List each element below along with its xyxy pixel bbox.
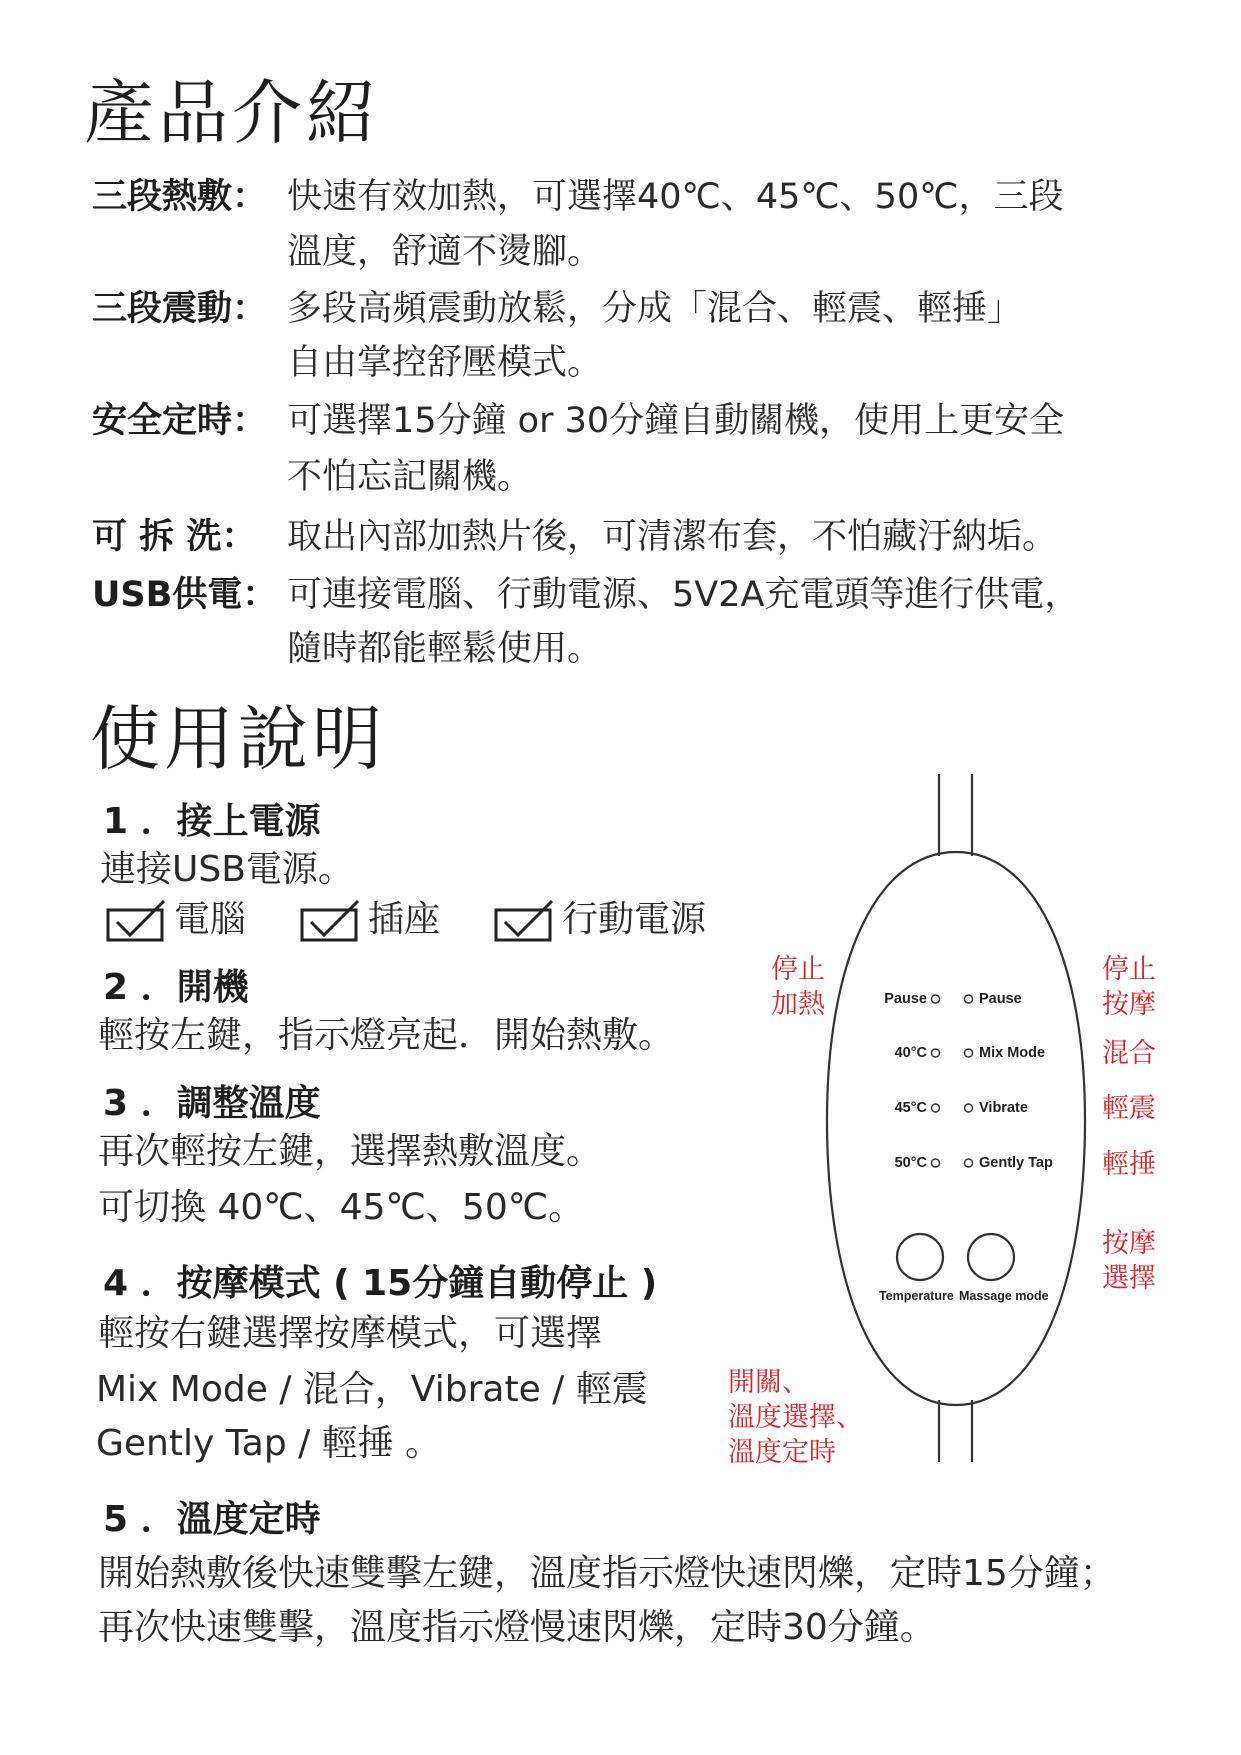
feature-text-timer-2: 不怕忘記關機。 (287, 457, 533, 497)
annotation-stop-massage: 停止 按摩 (1102, 954, 1156, 1020)
device-label-temperature: Temperature (879, 1289, 954, 1303)
step2-title: 2 ．開機 (103, 967, 249, 1008)
annotation-massage-select: 按摩 選擇 (1102, 1228, 1156, 1294)
indicator-pause-right (965, 995, 973, 1003)
step4-title: 4 ．按摩模式 ( 15分鐘自動停止 ) (103, 1263, 658, 1304)
device-label-massage-mode: Massage mode (959, 1289, 1049, 1303)
indicator-pause-left (932, 995, 940, 1003)
temperature-button (897, 1234, 943, 1280)
annotation-vibrate: 輕震 (1102, 1093, 1156, 1124)
feature-text-heat-2: 溫度，舒適不燙腳。 (287, 232, 603, 272)
step3-title: 3 ．調整溫度 (103, 1083, 321, 1124)
device-label-50c: 50°C (894, 1155, 927, 1171)
step1-text: 連接USB電源。 (100, 849, 354, 890)
step1-title: 1 ．接上電源 (103, 801, 321, 842)
indicator-45-left (932, 1104, 940, 1112)
feature-text-usb-2: 隨時都能輕鬆使用。 (287, 629, 603, 669)
device-label-40c: 40°C (894, 1045, 927, 1061)
step3-text-1: 再次輕按左鍵，選擇熱敷溫度。 (98, 1131, 603, 1172)
annotation-tap: 輕捶 (1102, 1149, 1156, 1180)
device-label-45c: 45°C (894, 1100, 927, 1116)
check-label-powerbank: 行動電源 (562, 899, 707, 940)
step5-title: 5 ．溫度定時 (103, 1499, 321, 1540)
controller-body (827, 852, 1085, 1405)
feature-text-heat-1: 快速有效加熱，可選擇40℃、45℃、50℃，三段 (287, 177, 1064, 217)
feature-label-washable: 可 拆 洗： (92, 517, 257, 557)
step2-text: 輕按左鍵，指示燈亮起．開始熱敷。 (98, 1015, 675, 1056)
annotation-stop-heat: 停止 加熱 (771, 954, 825, 1020)
feature-text-washable-1: 取出內部加熱片後，可清潔布套，不怕藏汙納垢。 (287, 517, 1058, 557)
device-label-pause-left: Pause (884, 991, 927, 1007)
annotation-switch: 開關、 溫度選擇、 溫度定時 (728, 1367, 863, 1468)
indicator-50-left (932, 1159, 940, 1167)
feature-text-vibration-1: 多段高頻震動放鬆，分成「混合、輕震、輕捶」 (287, 289, 1023, 329)
step5-text-2: 再次快速雙擊，溫度指示燈慢速閃爍，定時30分鐘。 (98, 1607, 936, 1648)
device-label-mix-mode: Mix Mode (979, 1045, 1046, 1061)
step4-text-2: Mix Mode / 混合，Vibrate / 輕震 (96, 1369, 648, 1410)
massage-mode-button (968, 1234, 1014, 1280)
device-label-vibrate: Vibrate (979, 1100, 1028, 1116)
device-label-gently-tap: Gently Tap (979, 1155, 1053, 1171)
feature-text-usb-1: 可連接電腦、行動電源、5V2A充電頭等進行供電， (287, 575, 1080, 615)
step4-text-3: Gently Tap / 輕捶 。 (96, 1423, 442, 1464)
indicator-tap-right (965, 1159, 973, 1167)
feature-label-heat: 三段熱敷： (92, 177, 268, 217)
feature-label-timer: 安全定時： (92, 401, 268, 441)
feature-label-vibration: 三段震動： (92, 289, 268, 329)
step3-text-2: 可切換 40℃、45℃、50℃。 (98, 1187, 585, 1228)
check-label-socket: 插座 (368, 899, 441, 940)
product-heading: 產品介紹 (84, 72, 380, 154)
feature-text-vibration-2: 自由掌控舒壓模式。 (287, 343, 603, 383)
device-label-pause-right: Pause (979, 991, 1022, 1007)
indicator-mix-right (965, 1049, 973, 1057)
feature-label-usb: USB供電： (92, 575, 278, 615)
indicator-vibrate-right (965, 1104, 973, 1112)
feature-text-timer-1: 可選擇15分鐘 or 30分鐘自動關機，使用上更安全 (287, 401, 1065, 441)
step5-text-1: 開始熱敷後快速雙擊左鍵，溫度指示燈快速閃爍，定時15分鐘； (98, 1553, 1116, 1594)
usage-heading: 使用說明 (90, 698, 386, 780)
indicator-40-left (932, 1049, 940, 1057)
check-label-computer: 電腦 (174, 899, 247, 940)
step4-text-1: 輕按右鍵選擇按摩模式，可選擇 (98, 1313, 603, 1354)
annotation-mix: 混合 (1102, 1038, 1156, 1069)
